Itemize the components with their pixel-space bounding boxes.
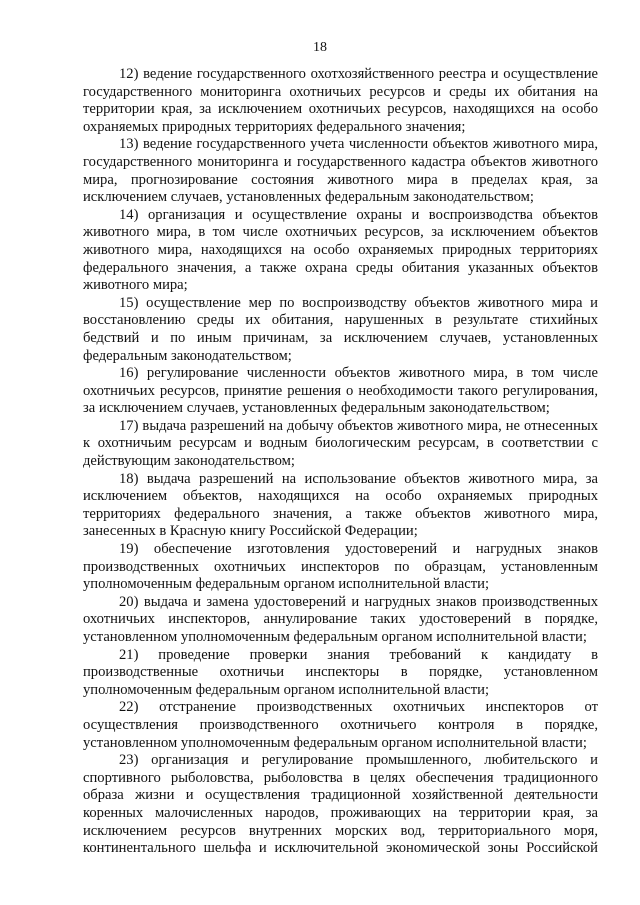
paragraph-item-12: 12) ведение государственного охотхозяйственного реестра и осуществление государственного мониторинга охотничьих ресурсов и среды их обитания на территории края, за исключением охотничьих ресурсов, находящихся на особо охраняемых природных территориях федерального значения; xyxy=(83,66,598,135)
paragraph-item-18: 18) выдача разрешений на использование объектов животного мира, за исключением объектов, находящихся на особо охраняемых природных территориях федерального значения, а также объектов животного мира, занесенных в Красную книгу Российской Федерации; xyxy=(83,470,598,540)
paragraph-item-15: 15) осуществление мер по воспроизводству объектов животного мира и восстановлению среды их обитания, нарушенных в результате стихийных бедствий и по иным причинам, за исключением случаев, установленных федеральным законодательством; xyxy=(83,294,598,364)
page-number: 18 xyxy=(313,40,327,55)
paragraph-item-13: 13) ведение государственного учета численности объектов животного мира, государственного мониторинга и государственного кадастра объектов животного мира, прогнозирование состояния животного мира в пределах края, за исключением случаев, установленных федеральным законодательством; xyxy=(83,136,598,206)
document-body xyxy=(83,66,598,858)
paragraph-item-14: 14) организация и осуществление охраны и воспроизводства объектов животного мира, в том числе охотничьих ресурсов, за исключением объектов животного мира, находящихся на особо охраняемых природных территориях федерального значения, а также охрана среды обитания указанных объектов животного мира; xyxy=(83,206,598,294)
paragraph-item-21: 21) проведение проверки знания требований к кандидату в производственные охотничьи инспекторы в порядке, установленном уполномоченным федеральным органом исполнительной власти; xyxy=(83,646,598,698)
paragraph-item-20: 20) выдача и замена удостоверений и нагрудных знаков производственных охотничьих инспекторов, аннулирование таких удостоверений в порядке, установленном уполномоченным федеральным органом исполнительной власти; xyxy=(83,593,598,645)
paragraph-item-16: 16) регулирование численности объектов животного мира, в том числе охотничьих ресурсов, принятие решения о необходимости такого регулирования, за исключением случаев, установленных федеральным законодательством; xyxy=(83,365,598,417)
paragraph-item-22: 22) отстранение производственных охотничьих инспекторов от осуществления производственного охотничьего контроля в порядке, установленном уполномоченным федеральным органом исполнительной власти; xyxy=(83,699,598,751)
paragraph-item-23: 23) организация и регулирование промышленного, любительского и спортивного рыболовства, рыболовства в целях обеспечения традиционного образа жизни и осуществления традиционной хозяйственной деятельности коренных малочисленных народов, проживающих на территории края, за исключением ресурсов внутренних морских вод, территориального моря, континентального шельфа и исключительной экономической зоны Российской xyxy=(83,752,598,857)
paragraph-item-19: 19) обеспечение изготовления удостоверений и нагрудных знаков производственных охотничьих инспекторов по образцам, установленным уполномоченным федеральным органом исполнительной власти; xyxy=(83,541,598,593)
paragraph-item-17: 17) выдача разрешений на добычу объектов животного мира, не отнесенных к охотничьим ресурсам и водным биологическим ресурсам, в соответствии с действующим законодательством; xyxy=(83,417,598,470)
